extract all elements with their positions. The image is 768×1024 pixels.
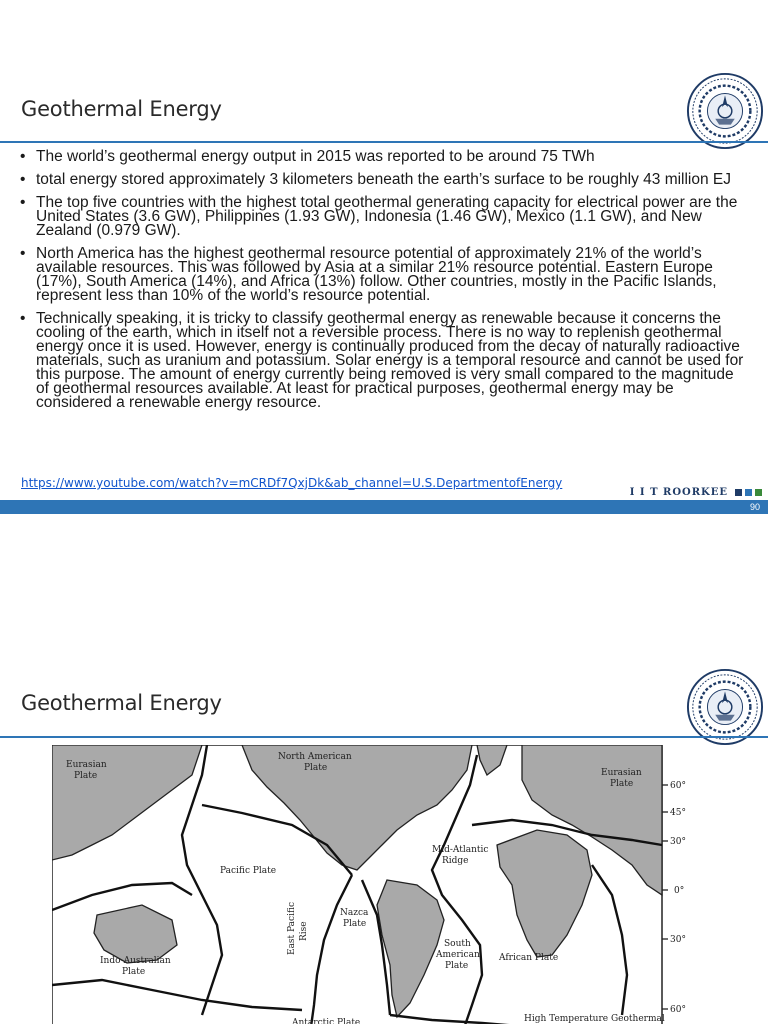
label-south-american-plate: South <box>444 939 471 949</box>
latitude-scale <box>662 785 668 1009</box>
legend-high-temp-geothermal: High Temperature Geothermal <box>524 1014 665 1024</box>
label-pacific-plate: Pacific Plate <box>220 866 277 876</box>
label-mid-atlantic-ridge-2: Ridge <box>442 856 469 866</box>
youtube-link[interactable]: https://www.youtube.com/watch?v=mCRDf7QxjDk&ab_channel=U.S.DepartmentofEnergy <box>21 476 563 490</box>
bullet-item: • The top five countries with the highest total geothermal generating capacity for electrical power are the United States (3.6 GW), Philippines (1.93 GW), Indonesia (1.46 GW), Mexico (1.1 GW), and New Zealand (0.979 GW). <box>20 194 738 239</box>
brand-square-icon <box>735 489 742 496</box>
page-number: 90 <box>749 502 760 512</box>
lat-label: 45° <box>670 808 686 818</box>
label-south-american-plate-3: Plate <box>445 961 469 971</box>
footer-bar <box>0 500 768 514</box>
bullet-item: • The world’s geothermal energy output in 2015 was reported to be around 75 TWh <box>20 148 595 165</box>
label-north-american-plate: North American <box>278 752 352 762</box>
bullet-item: • North America has the highest geothermal resource potential of approximately 21% of the world’s available resources. This was followed by Asia at a similar 21% resource potential. Eastern Europe (17%), South America (14%), and Africa (13%) follow. Other countries, mostly in the Pacific Islands, represent less than 10% of the world’s resource potential. <box>20 245 717 304</box>
lat-label: 30° <box>670 837 686 847</box>
label-eurasian-plate-west-2: Plate <box>74 771 98 781</box>
bullet-item: • total energy stored approximately 3 kilometers beneath the earth’s surface to be roughly 43 million EJ <box>20 171 732 188</box>
lat-label: 60° <box>670 781 686 791</box>
title-underline <box>0 736 768 738</box>
iit-roorkee-seal-logo <box>686 72 764 150</box>
lat-label: 30° <box>670 935 686 945</box>
label-indo-australian-plate-2: Plate <box>122 967 146 977</box>
lat-label: 0° <box>674 886 685 896</box>
bullet-item: • Technically speaking, it is tricky to classify geothermal energy as renewable because it concerns the cooling of the earth, which in itself not a reversible process. There is no way to replenish geothermal energy once it is used. However, energy is continually produced from the decay of naturally radioactive materials, such as uranium and potassium. Solar energy is a temporal resource and cannot be used for this purpose. The amount of energy currently being removed is very small compared to the magnitude of geothermal resources available. At least for practical purposes, geothermal energy may be considered a renewable energy resource. <box>20 310 744 411</box>
label-mid-atlantic-ridge: Mid-Atlantic <box>432 845 489 855</box>
label-east-pacific-rise: East Pacific <box>287 901 297 955</box>
brand-text: I I T ROORKEE <box>629 487 728 498</box>
plate-map-svg <box>52 745 716 1024</box>
slide-title: Geothermal Energy <box>21 691 222 715</box>
iit-roorkee-brand <box>630 487 762 498</box>
tectonic-plates-map <box>52 745 716 1024</box>
brand-square-icon <box>755 489 762 496</box>
label-eurasian-plate-east-2: Plate <box>610 779 634 789</box>
label-north-american-plate-2: Plate <box>304 763 328 773</box>
label-eurasian-plate-east: Eurasian <box>601 768 642 778</box>
label-african-plate: African Plate <box>499 953 559 963</box>
label-indo-australian-plate: Indo-Australian <box>100 956 171 966</box>
label-nazca-plate: Nazca <box>340 908 369 918</box>
label-antarctic-plate: Antarctic Plate <box>292 1018 361 1024</box>
label-eurasian-plate-west: Eurasian <box>66 760 107 770</box>
brand-square-icon <box>745 489 752 496</box>
title-underline <box>0 141 768 143</box>
label-south-american-plate-2: American <box>436 950 480 960</box>
iit-roorkee-seal-logo <box>686 668 764 746</box>
label-east-pacific-rise-2: Rise <box>299 921 309 941</box>
bullet-list <box>20 150 750 419</box>
slide-91 <box>0 590 768 1024</box>
lat-label: 60° <box>670 1005 686 1015</box>
label-nazca-plate-2: Plate <box>343 919 367 929</box>
slide-title: Geothermal Energy <box>21 97 222 121</box>
